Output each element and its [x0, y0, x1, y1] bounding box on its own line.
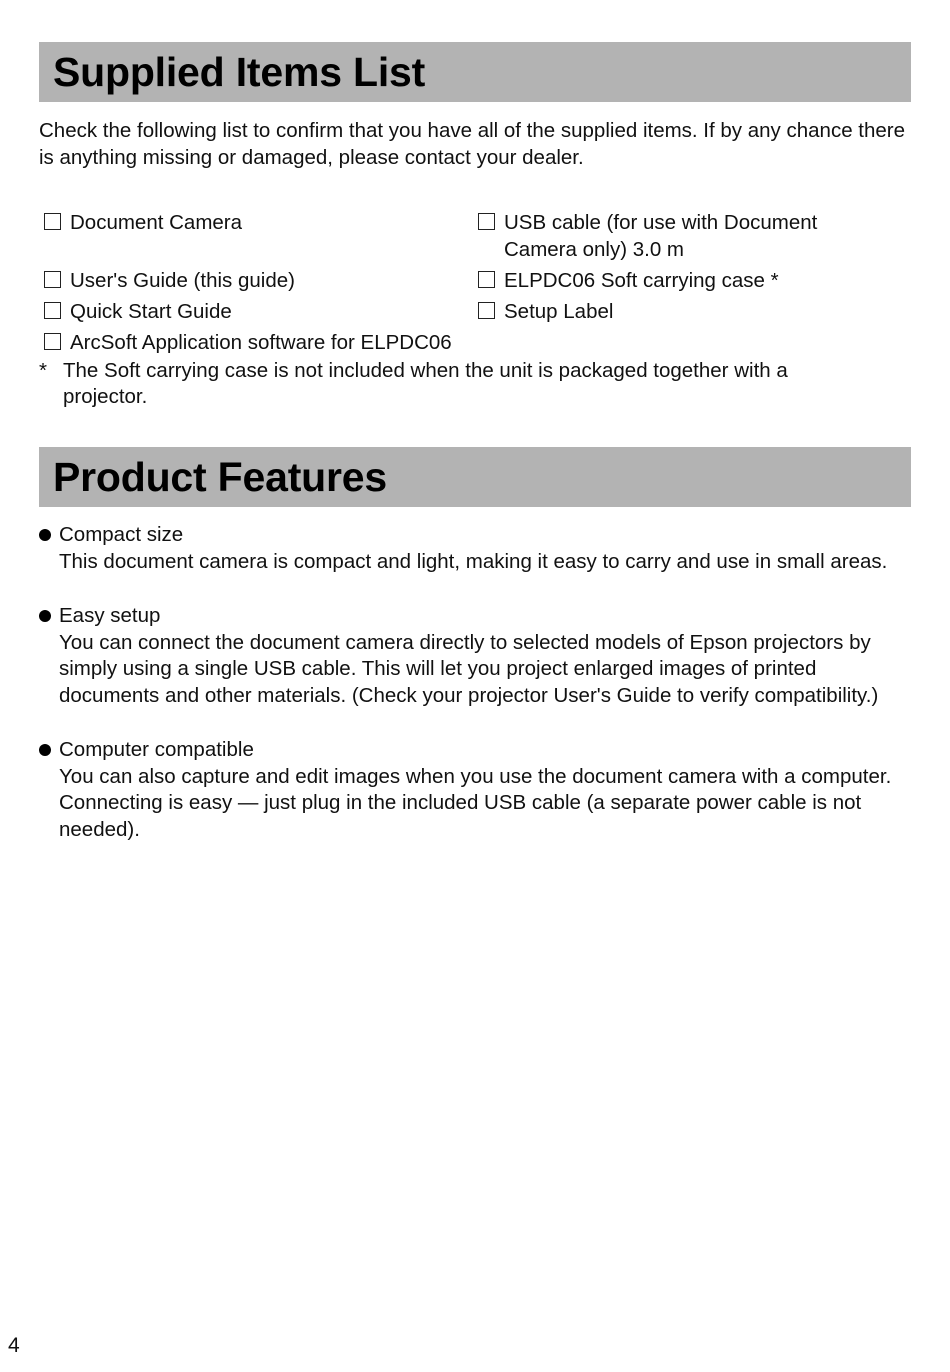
bullet-icon	[39, 529, 51, 541]
checklist-item	[478, 298, 878, 325]
product-features-heading: Product Features	[53, 453, 387, 500]
checkbox-icon	[44, 302, 61, 319]
checklist-item-label: Setup Label	[504, 300, 614, 323]
supplied-items-heading: Supplied Items List	[53, 48, 426, 95]
checklist-item-label: Document Camera	[70, 211, 243, 234]
checkbox-icon	[478, 271, 495, 288]
feature-title: Easy setup	[59, 604, 161, 627]
feature-item	[39, 522, 919, 575]
checkbox-icon	[478, 302, 495, 319]
checkbox-icon	[478, 213, 495, 230]
checklist-item	[478, 209, 848, 263]
feature-description: This document camera is compact and light, making it easy to carry and use in small areas.	[59, 549, 888, 573]
checklist-item-label: Quick Start Guide	[70, 300, 232, 323]
checklist-item-label: USB cable (for use with Document Camera only) 3.0 m	[504, 211, 818, 261]
bullet-icon	[39, 744, 51, 756]
checklist-item	[44, 329, 644, 356]
checklist-item	[44, 209, 444, 236]
footnote-text: The Soft carrying case is not included when the unit is packaged together with a projector.	[63, 359, 788, 408]
feature-item	[39, 603, 919, 709]
checklist-item-label: User's Guide (this guide)	[70, 269, 295, 292]
page-number: 4	[8, 1334, 20, 1357]
checklist-item	[44, 298, 444, 325]
checklist-item	[478, 267, 898, 294]
checklist-item	[44, 267, 444, 294]
feature-item	[39, 737, 919, 843]
supplied-items-heading-bar	[39, 42, 911, 102]
checkbox-icon	[44, 333, 61, 350]
footnote-marker: *	[39, 359, 47, 382]
checkbox-icon	[44, 271, 61, 288]
supplied-items-intro: Check the following list to confirm that you have all of the supplied items. If by any chance there is anything missing or damaged, please contact your dealer.	[39, 119, 906, 169]
feature-description: You can connect the document camera directly to selected models of Epson projectors by simply using a single USB cable. This will let you project enlarged images of printed documents and other materials. (Check your projector User's Guide to verify compatibility.)	[59, 630, 879, 707]
bullet-icon	[39, 610, 51, 622]
feature-description: You can also capture and edit images when you use the document camera with a computer. Connecting is easy — just plug in the included USB cable (a separate power cable is not needed).	[59, 764, 892, 841]
feature-title: Compact size	[59, 523, 184, 546]
checklist-item-label: ELPDC06 Soft carrying case *	[504, 269, 779, 292]
supplied-items-footnote	[39, 358, 859, 410]
checklist-item-label: ArcSoft Application software for ELPDC06	[70, 331, 452, 354]
checkbox-icon	[44, 213, 61, 230]
product-features-heading-bar	[39, 447, 911, 507]
feature-title: Computer compatible	[59, 738, 254, 761]
